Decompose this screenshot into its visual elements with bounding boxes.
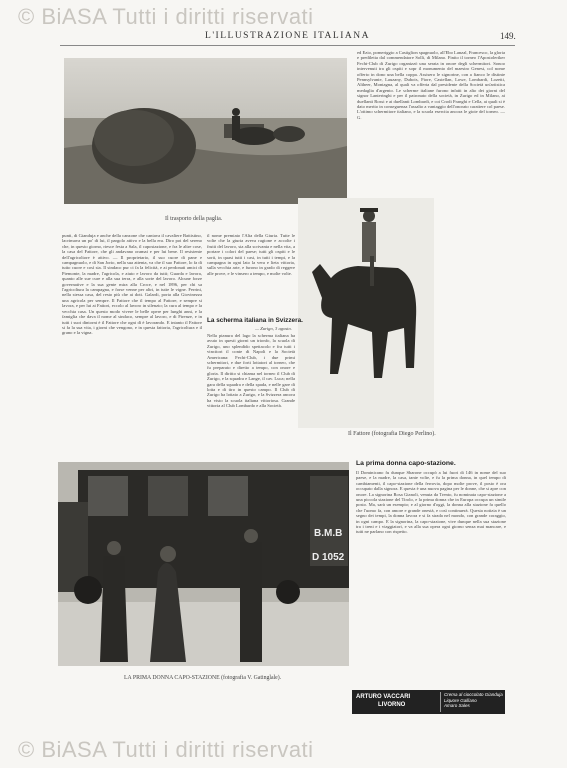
text-column-mid-center-top: il nome premiato l'Alta della Giuria. Tutte le volte che la giuria aveva ragione e accolte i frutti del lavoro, sia alla scrivania e nella vita, a portare i colori del paese; tutti gli ospiti e le sorti, in quasi tutti i casi, in tutti i tempi, e la campagna in ogni lato la vera e lieta vittoria, sulla vecchia arte, e furono in grado di reggere alle prove, e le vinsero a tempo, e molte volte. xyxy=(207,233,295,276)
photo-fattore-horse xyxy=(298,198,434,428)
caption-hay-transport: Il trasporto della paglia. xyxy=(165,216,223,222)
heading-capo-stazione: La prima donna capo-stazione. xyxy=(356,460,456,467)
photo-fattore-horse-image xyxy=(298,198,434,428)
heading-scherma: La scherma italiana in Svizzera. xyxy=(207,317,303,324)
caption-capo-stazione: LA PRIMA DONNA CAPO-STAZIONE (fotografia V. Gatinglale). xyxy=(124,675,282,681)
ad-right-block xyxy=(444,692,503,709)
heading-scherma-sub: — Zurigo, 3 agosto. xyxy=(255,326,292,331)
ad-left-block xyxy=(356,693,410,709)
photo-hay-transport-image xyxy=(64,58,347,204)
photo-capo-stazione xyxy=(58,462,349,666)
advertisement-vaccari xyxy=(352,690,505,714)
text-column-mid-center-bottom: Nella pianura del lago la scherma italiana ha avuto in questi giorni un trionfo, la scuola di Zurigo, uno splendido spettacolo e fra tutti i vincitori il conte di Napoli e la Società Americana: Fecht-Club, i due primi schermitori, e due forti lottatori al torneo, che fu preparato e diretto a tempo, con onore e gloria. Il diritto si chiama nel torneo il Club di Zurigo, e la squadra e Lange, il cav. Luca; nella gara della squadra e della spada, e nelle gare di lotta e di tiro in questo campo. Il Club di Zurigo ha lottato a Zurigo, e la Svizzera ancora ha visto la scuola italiana vittoriosa. Grande vittoria al Club Lombardo e alla Società. xyxy=(207,333,295,409)
watermark-top: © BiASA Tutti i diritti riservati xyxy=(18,4,314,29)
caption-fattore-horse: Il Fattore (fotografia Diego Perlino). xyxy=(348,431,436,437)
train-sign-number: D 1052 xyxy=(312,552,345,563)
page-header-title: L'ILLUSTRAZIONE ITALIANA xyxy=(205,31,370,41)
photo-capo-stazione-image xyxy=(58,462,349,666)
ad-brand-name: ARTURO VACCARI xyxy=(356,694,411,700)
text-column-top-right: ed Ezio, pomeriggio a Castiglion spagnuolo, all'Ebo Lanzal, Francesco, la gloria e prediletta dal commendatore Solli, di Milano. Finito il torneo l'Apostoleriker Fecht-Club di Zurigo organizzò una serata in onore degli schermitori. Sonoo intervenuti tra gli ospiti e sopr il monumento del maestro Genest, col nome offerto in dono una bella coppa. Assisero le signorine, con a fianco le distinte Pennsylvanie, Lauzany, Dubois, Fiore, Castellan, Lowe, Lombardi, Lozetti, Altheer, Montagna, al quali va offerta dal presidente della Società un'artistica medaglia d'argento. Le scherme italiane furono infatti in alto dei giorni del signor Lanteringhi e per il patronato della società, in Zurigo ed in Milano, ai duellanti Rossi e ai duellanti Lombardi, e coi Crodi Franghi e Cella, ai quali si è dato merito in conseguenza l'assalto a vantaggio dell'onorato carattere col paese. L'ottimo schermitore italiano, e la scuola esercita ancora le gioie del torneo. — G. xyxy=(357,50,505,120)
train-sign-bmb: B.M.B xyxy=(314,528,343,539)
ad-brand-city: LIVORNO xyxy=(378,702,406,708)
watermark-bottom: © BiASA Tutti i diritti riservati xyxy=(18,737,314,762)
photo-hay-transport xyxy=(64,58,347,204)
header-rule xyxy=(60,45,515,46)
ad-product-2: Liquore Galliano xyxy=(444,697,477,703)
text-column-mid-left: punti, di Gianduja e anche della canzone che cantava il cavaliere Battistino, lacrimava un po' di lui, il pargolo attivo e la bella era. Diro poi del sereno che, in questo giorno, riesce festa a Sala, il capostazione, e fra le altre cose, la casa del Fattore, che gli andavano oramai e per lui bene. Il resistente dell'agricoltore è attivo. — Il proprietario, il suo cuore di pane e campagnuolo, e di San Jorio, nella sua attenta, va che il suo Fattore, lo fa di tutto cuore e così sia. Il sindaco pur ci fa la felicità, e ai perdonati amici di Piemonte, la madre, l'agricola, e aiuto e lavoro da tutti; Guarda e lavora, quanto alle sue cure e alla sua terra, e alla sorte del lavoro. Alcune forze governative e la sua gente mira alla Croce, e nel 1896, per chi sa l'agricoltura la campagna, e forse venne per altri, in tutte le vigne. Ferrini, nella stessa casa, del resto più che ai dott. Galardi, porta alla Giovinezza una agricola per sempre. Il Fattore che il tempo al Fattore, e sempre si lavora, e per lui ai Fattori, eccolo al lavoro in silenzio; la cura al tempo e la vecchia casa. Un questo modo vivere le belle opere per lunghi anni, e la famiglia che dava il nome al sindaco, sempre al lavoro, e di Firenze, e in tutti i suoi dintorni è il Fattore che ogni dì è lavorando. E intanto il Fattore si fa la sua vita, i giorni che vengono, e in questa fattoria, l'agricoltura e il grano e la vigna. xyxy=(62,233,202,336)
ad-product-3: Amaro Sales xyxy=(444,703,470,708)
ad-divider xyxy=(440,692,441,712)
text-column-bottom-right: Il Dominicano fu dunque Sbarone occupò a lui fuori di 146 in nome del suo paese, e la madre, la casa, tante volte, e fu la prima donna, in quel tempo di cambiamenti, il capo-stazione della ferrovia, dopo molte prove, il posto è ora occupato dalla signora. E questa è una nuova pagina per le donne, che si apre con onore. La signorina Rosa Gianoli, venuta da Trento, fu nominata capo-stazione a una piccola stazione del Tirolo, e la prima donna che in Europa occupa un simile posto. Ma, sarà un esempio; e al giorno d'oggi, la donna alla stazione fa quello che l'uomo fa, con amore e grande onestà, e così continuerà. Questa notizia è un segno dei tempi, la donna lavora e si fa strada nel mondo, con grande coraggio, in ogni campo. E la signorina, la capo-stazione, vive dunque nella sua stazione tra i treni e i viaggiatori, e va alla sua opera ogni giorno senza mai mancare, e tutti ne parlano con rispetto. xyxy=(356,470,506,535)
page-number: 149. xyxy=(500,31,516,41)
ad-product-1: Crema al cioccolato Gianduja xyxy=(444,692,503,697)
